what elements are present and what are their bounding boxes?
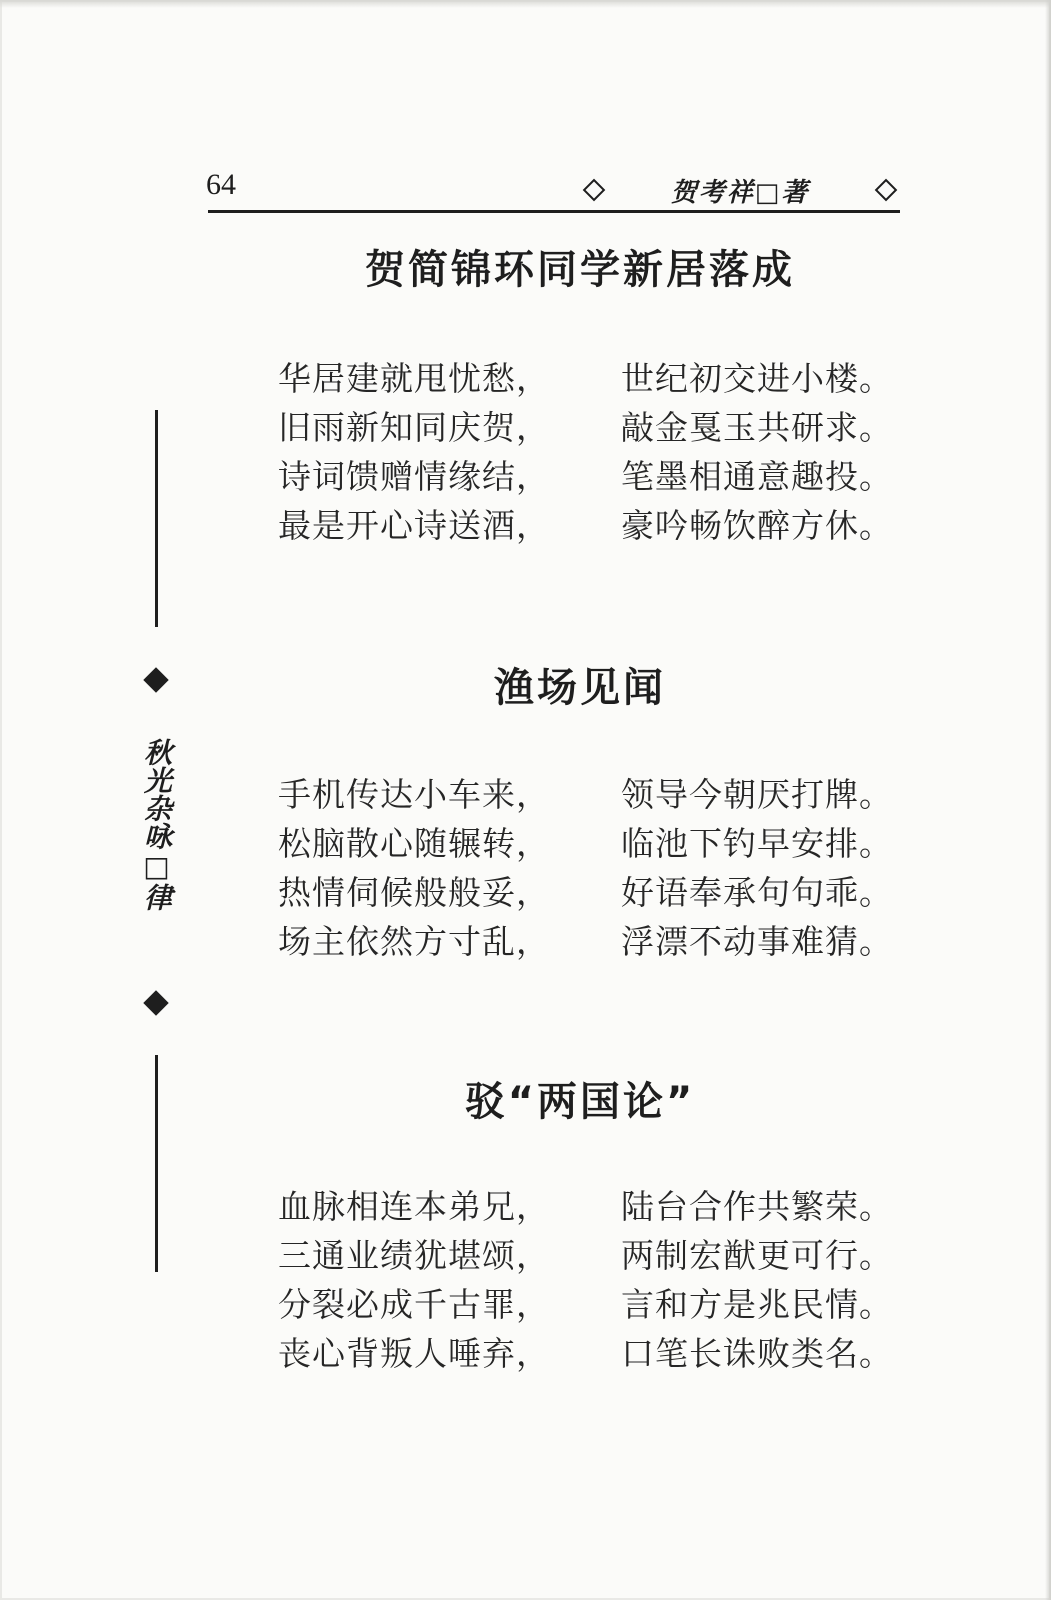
line-first-half: 华居建就甩忧愁， bbox=[278, 359, 550, 398]
poem-line bbox=[278, 817, 908, 866]
line-first-half: 丧心背叛人唾弃， bbox=[278, 1334, 550, 1373]
line-second-half: 两制宏猷更可行。 bbox=[621, 1236, 893, 1275]
collection-title: 秋光杂咏□律 bbox=[140, 738, 173, 911]
poem-body bbox=[278, 768, 908, 964]
line-second-half: 陆台合作共繁荣。 bbox=[621, 1187, 893, 1226]
poem-line bbox=[278, 1229, 908, 1278]
line-second-half: 口笔长诛败类名。 bbox=[621, 1334, 893, 1373]
line-second-half: 笔墨相通意趣投。 bbox=[621, 457, 893, 496]
line-first-half: 诗词馈赠情缘结， bbox=[278, 457, 550, 496]
poem-line bbox=[278, 1278, 908, 1327]
diamond-outline-icon bbox=[875, 179, 898, 202]
line-first-half: 松脑散心随辗转， bbox=[278, 824, 550, 863]
poem-line bbox=[278, 401, 908, 450]
line-second-half: 浮漂不动事难猜。 bbox=[621, 922, 893, 961]
line-first-half: 三通业绩犹堪颂， bbox=[278, 1236, 550, 1275]
scan-edge-top bbox=[0, 0, 1051, 8]
line-first-half: 场主依然方寸乱， bbox=[278, 922, 550, 961]
line-second-half: 言和方是兆民情。 bbox=[621, 1285, 893, 1324]
scan-edge-right bbox=[1045, 0, 1051, 1600]
filled-diamond-icon bbox=[143, 990, 168, 1015]
line-first-half: 分裂必成千古罪， bbox=[278, 1285, 550, 1324]
poem-title: 贺简锦环同学新居落成 bbox=[365, 247, 795, 293]
side-rule-bottom bbox=[155, 1055, 158, 1272]
line-first-half: 最是开心诗送酒， bbox=[278, 506, 550, 545]
poem-line bbox=[278, 450, 908, 499]
line-second-half: 敲金戛玉共研求。 bbox=[621, 408, 893, 447]
poem-body bbox=[278, 352, 908, 548]
poem-title: 渔场见闻 bbox=[494, 665, 666, 711]
poem-line bbox=[278, 1180, 908, 1229]
side-rule-top bbox=[155, 410, 158, 627]
line-first-half: 热情伺候般般妥， bbox=[278, 873, 550, 912]
line-first-half: 手机传达小车来， bbox=[278, 775, 550, 814]
poem-title: 驳“两国论” bbox=[464, 1079, 696, 1125]
line-second-half: 世纪初交进小楼。 bbox=[621, 359, 893, 398]
poem-line bbox=[278, 499, 908, 548]
line-second-half: 好语奉承句句乖。 bbox=[621, 873, 893, 912]
page-number: 64 bbox=[206, 168, 236, 201]
author-name: 贺考祥□著 bbox=[670, 177, 810, 208]
line-second-half: 领导今朝厌打牌。 bbox=[621, 775, 893, 814]
poem-line bbox=[278, 915, 908, 964]
poem-body bbox=[278, 1180, 908, 1376]
poem-line bbox=[278, 352, 908, 401]
header-rule bbox=[208, 210, 900, 213]
diamond-outline-icon bbox=[583, 179, 606, 202]
poem-line bbox=[278, 768, 908, 817]
running-head bbox=[580, 172, 900, 208]
line-second-half: 临池下钓早安排。 bbox=[621, 824, 893, 863]
poem-line bbox=[278, 866, 908, 915]
filled-diamond-icon bbox=[143, 667, 168, 692]
line-first-half: 血脉相连本弟兄， bbox=[278, 1187, 550, 1226]
line-second-half: 豪吟畅饮醉方休。 bbox=[621, 506, 893, 545]
poem-line bbox=[278, 1327, 908, 1376]
line-first-half: 旧雨新知同庆贺， bbox=[278, 408, 550, 447]
